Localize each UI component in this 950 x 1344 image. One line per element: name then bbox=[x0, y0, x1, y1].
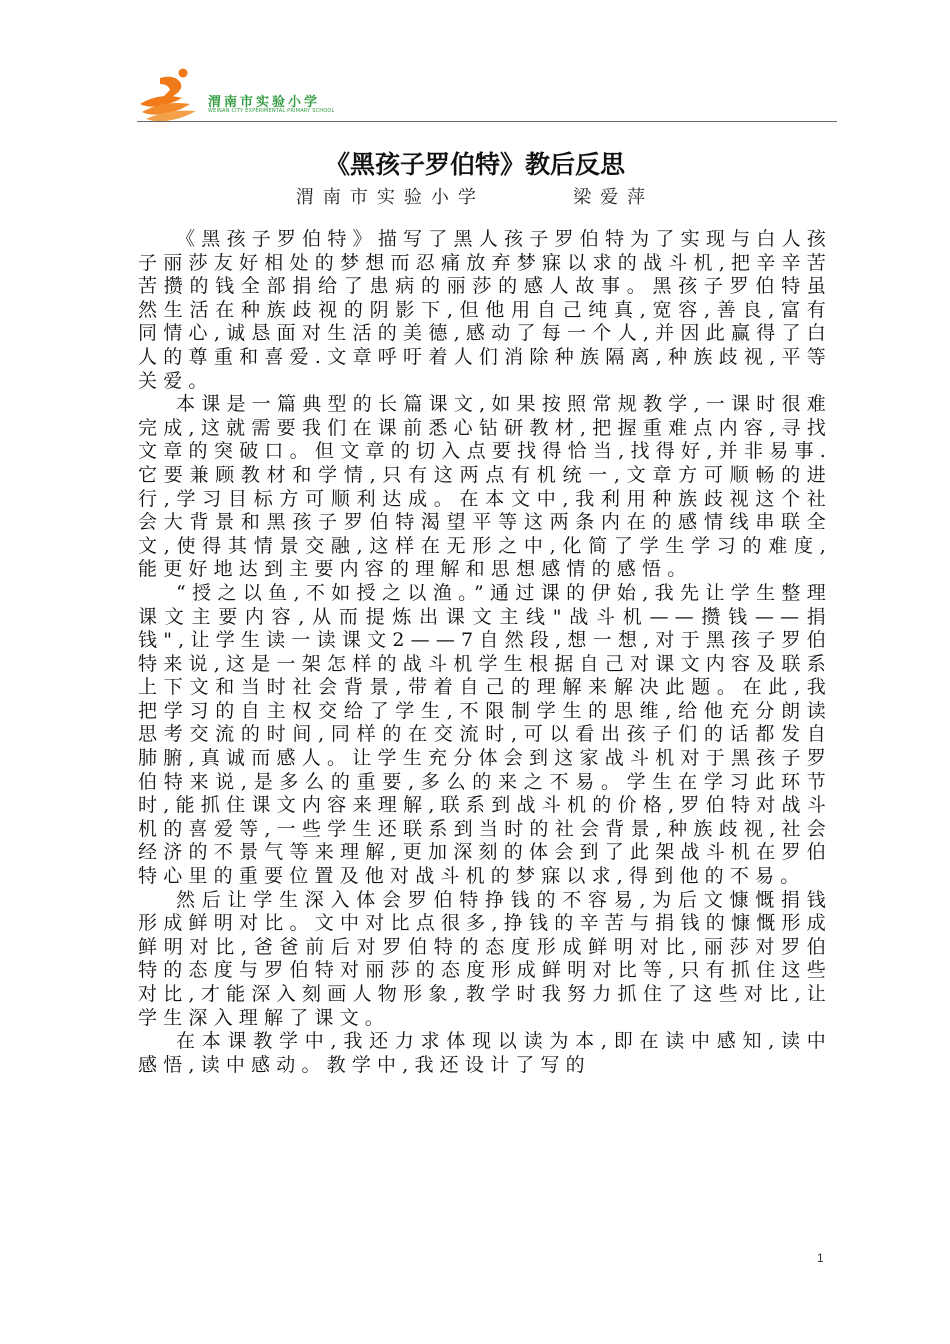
logo-subtext: WEINAN CITY EXPERIMENTAL PRIMARY SCHOOL bbox=[208, 108, 335, 114]
logo-text: 渭南市实验小学 bbox=[208, 95, 321, 110]
paragraph: 《黑孩子罗伯特》描写了黑人孩子罗伯特为了实现与白人孩子丽莎友好相处的梦想而忍痛放弃梦寐以求的战斗机,把辛辛苦苦攒的钱全部捐给了患病的丽莎的感人故事。黑孩子罗伯特虽然生活在种族歧视的阴影下,但他用自己纯真,宽容,善良,富有同情心,诚恳面对生活的美德,感动了每一个人,并因此赢得了白人的尊重和喜爱.文章呼吁着人们消除种族隔离,种族歧视,平等关爱。 bbox=[138, 228, 832, 392]
header-divider bbox=[137, 121, 837, 122]
paragraph: 然后让学生深入体会罗伯特挣钱的不容易,为后文慷慨捐钱形成鲜明对比。文中对比点很多,挣钱的辛苦与捐钱的慷慨形成鲜明对比,爸爸前后对罗伯特的态度形成鲜明对比,丽莎对罗伯特的态度与罗伯特对丽莎的态度形成鲜明对比等,只有抓住这些对比,才能深入刻画人物形象,教学时我努力抓住了这些对比,让学生深入理解了课文。 bbox=[138, 888, 832, 1029]
document-body bbox=[138, 228, 832, 1077]
running-figure-logo-icon bbox=[138, 64, 208, 124]
paragraph: 本课是一篇典型的长篇课文,如果按照常规教学,一课时很难完成,这就需要我们在课前悉心钻研教材,把握重难点内容,寻找文章的突破口。但文章的切入点要找得恰当,找得好,并非易事.它要兼顾教材和学情,只有这两点有机统一,文章方可顺畅的进行,学习目标方可顺利达成。在本文中,我利用种族歧视这个社会大背景和黑孩子罗伯特渴望平等这两条内在的感情线串联全文,使得其情景交融,这样在无形之中,化简了学生学习的难度,能更好地达到主要内容的理解和思想感情的感悟。 bbox=[138, 393, 832, 581]
paragraph: “授之以鱼,不如授之以渔。”通过课的伊始,我先让学生整理课文主要内容,从而提炼出课文主线"战斗机——攒钱——捐钱",让学生读一读课文2——7自然段,想一想,对于黑孩子罗伯特来说,这是一架怎样的战斗机学生根据自己对课文内容及联系上下文和当时社会背景,带着自己的理解来解决此题。在此,我把学习的自主权交给了学生,不限制学生的思维,给他充分朗读思考交流的时间,同样的在交流时,可以看出孩子们的话都发自肺腑,真诚而感人。让学生充分体会到这家战斗机对于黑孩子罗伯特来说,是多么的重要,多么的来之不易。学生在学习此环节时,能抓住课文内容来理解,联系到战斗机的价格,罗伯特对战斗机的喜爱等,一些学生还联系到当时的社会背景,种族歧视,社会经济的不景气等来理解,更加深刻的体会到了此架战斗机在罗伯特心里的重要位置及他对战斗机的梦寐以求,得到他的不易。 bbox=[138, 581, 832, 888]
paragraph: 在本课教学中,我还力求体现以读为本,即在读中感知,读中感悟,读中感动。教学中,我还设计了写的 bbox=[138, 1030, 832, 1076]
school-logo bbox=[138, 64, 348, 124]
author-byline: 渭南市实验小学 梁爱萍 bbox=[295, 187, 655, 208]
document-title: 《黑孩子罗伯特》教后反思 bbox=[324, 150, 625, 179]
page-number: 1 bbox=[817, 1251, 824, 1265]
